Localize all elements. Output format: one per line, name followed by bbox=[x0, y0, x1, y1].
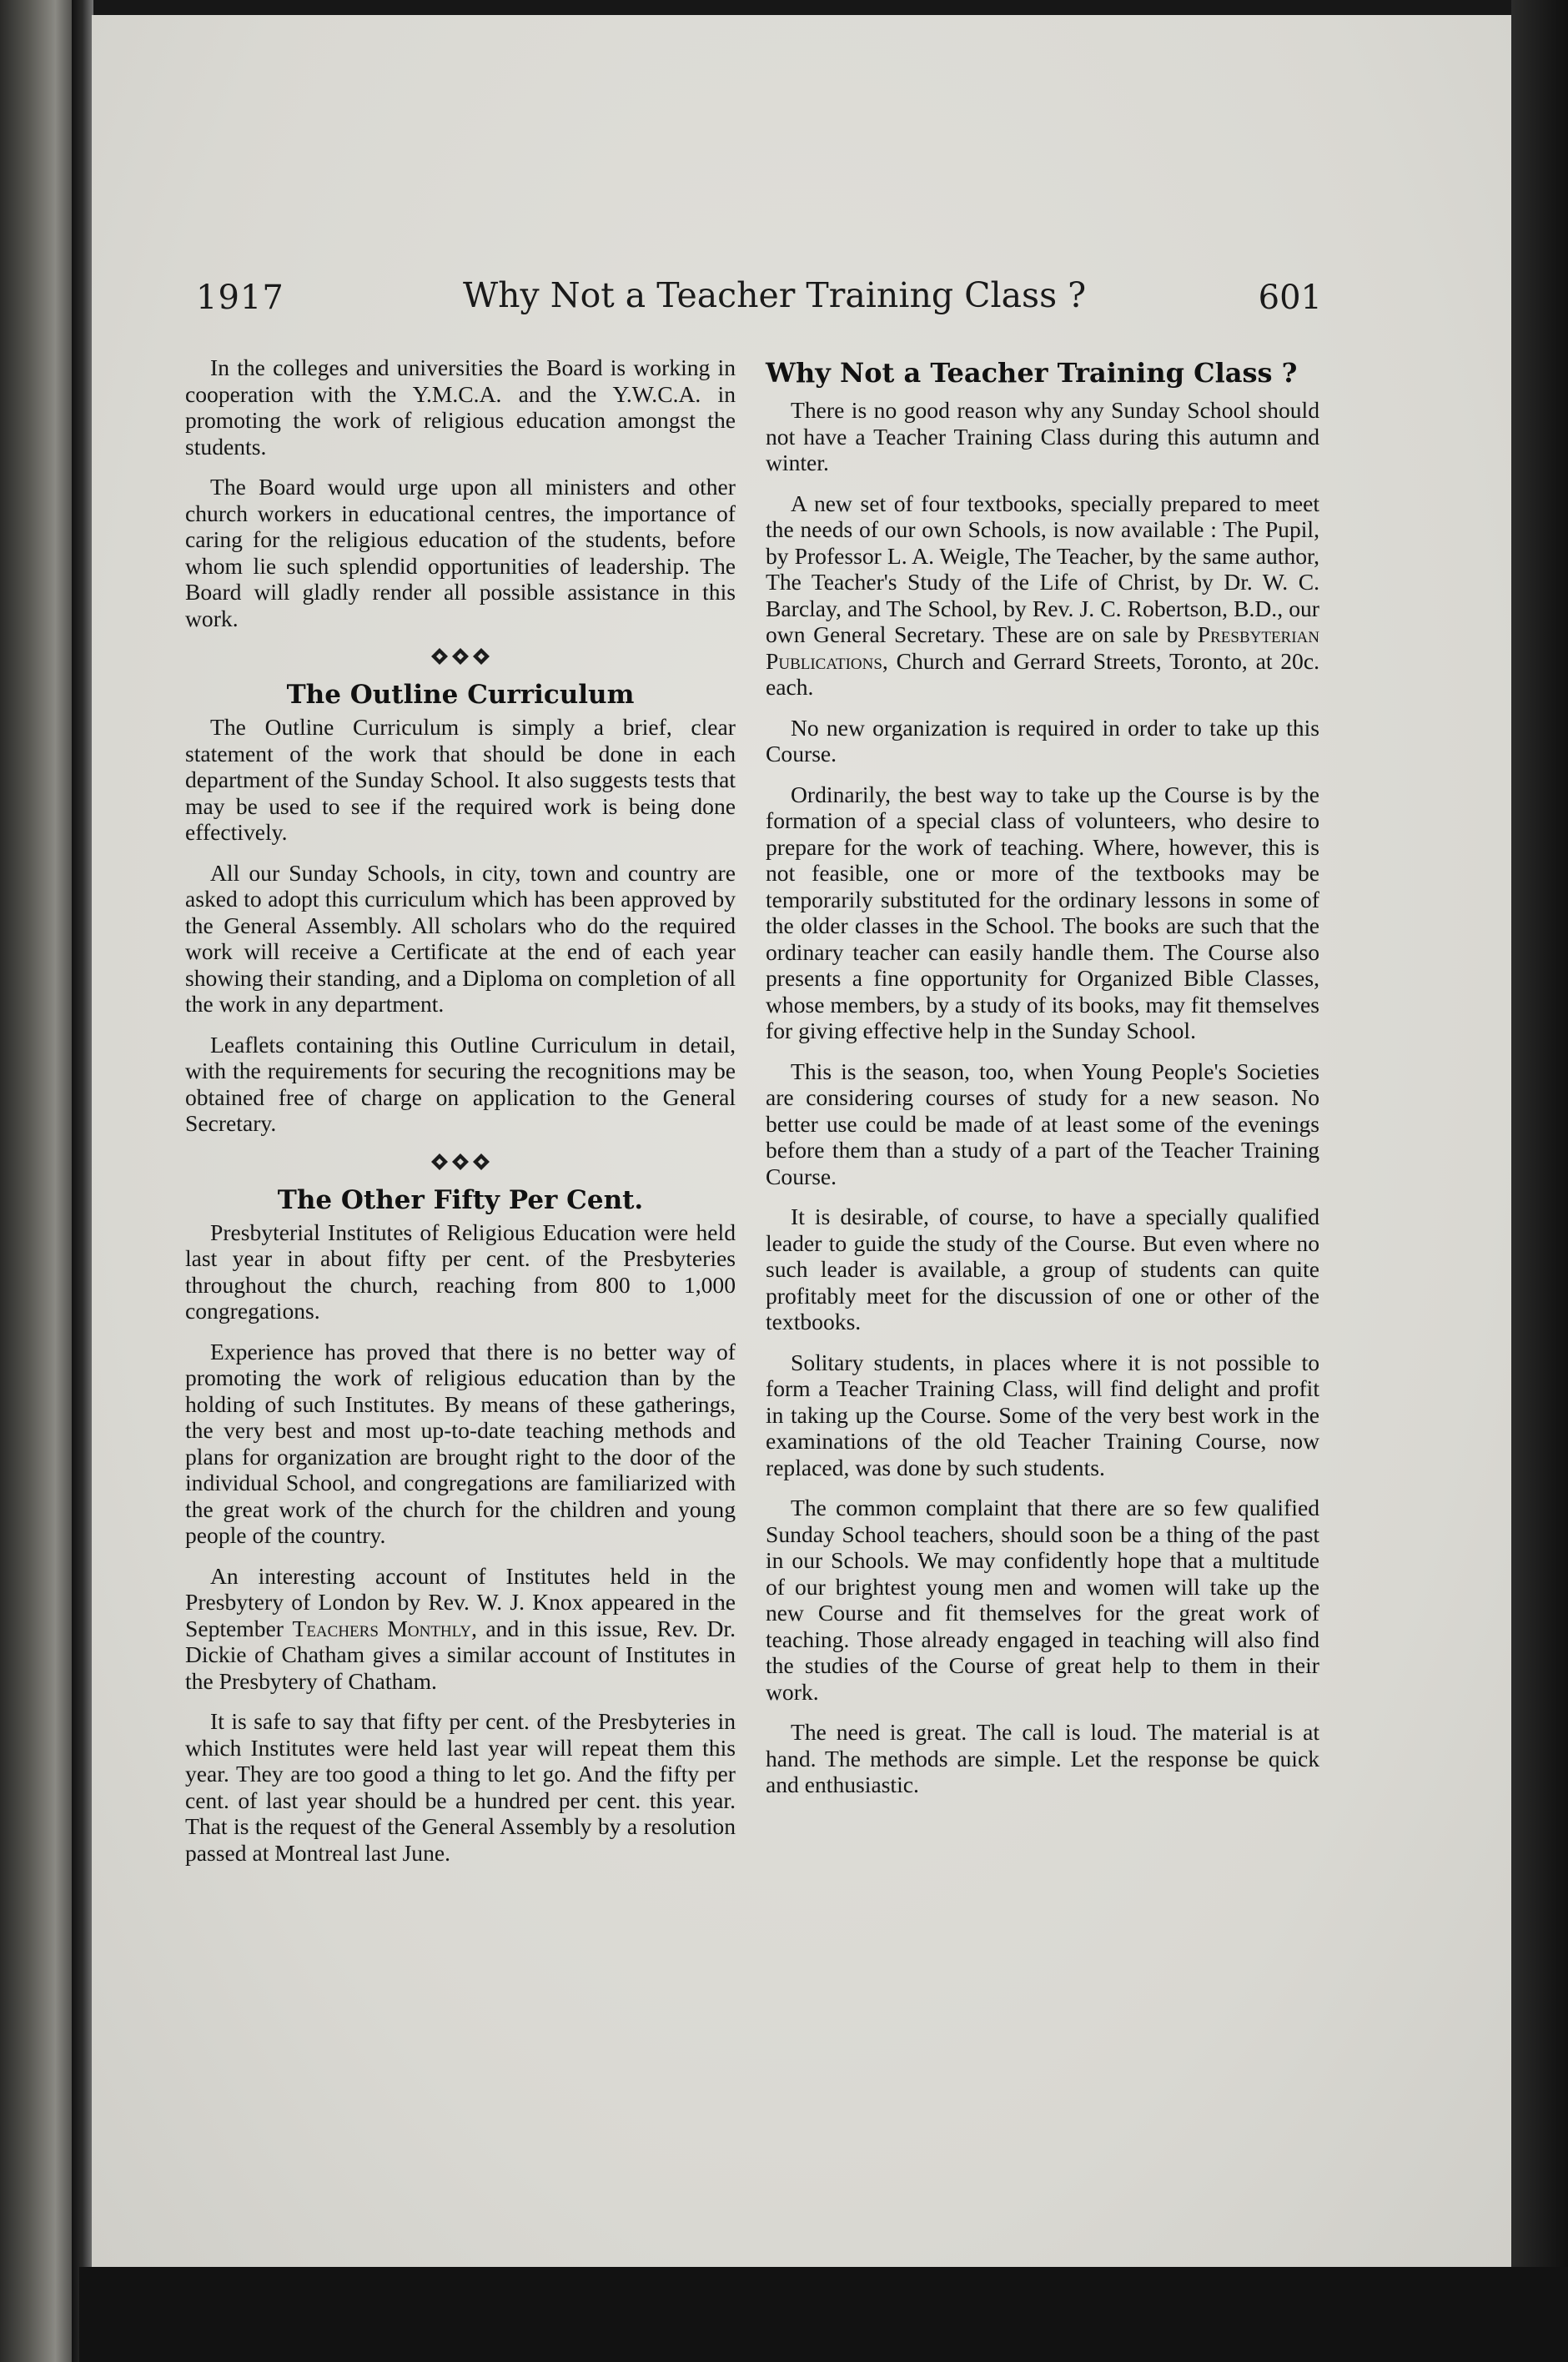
paragraph: Ordinarily, the best way to take up the Course is by the formation of a special class of volunteers, who desire to prepare for the work of teaching. Where, however, this is not feasible, one or more of the textbooks may be temporarily substituted for the ordinary lessons in some of the older classes in the School. The books are such that the ordinary teacher can easily handle them. The Course also presents a fine opportunity for Organized Bible Classes, whose members, by a study of its books, may fit themselves for giving effective help in the Sunday School. bbox=[766, 781, 1319, 1043]
running-header bbox=[196, 275, 1322, 334]
header-title: Why Not a Teacher Training Class ? bbox=[463, 275, 1087, 315]
diamond-ornament-icon bbox=[430, 1152, 491, 1172]
paragraph: The Outline Curriculum is simply a brief, clear statement of the work that should be done in each department of the Sunday School. It also suggests tests that may be used to see if the required work is being done effectively. bbox=[185, 714, 736, 845]
section-divider-ornament bbox=[185, 1151, 736, 1176]
paragraph: It is desirable, of course, to have a specially qualified leader to guide the study of the Course. But even where no such leader is available, a group of students can quite profitably meet for the discussion of one or other of the textbooks. bbox=[766, 1204, 1319, 1334]
publication-name: Teachers Monthly bbox=[292, 1615, 472, 1641]
page-number: 601 bbox=[1258, 279, 1322, 317]
paragraph: There is no good reason why any Sunday School should not have a Teacher Training Class during this autumn and winter. bbox=[766, 397, 1319, 475]
paragraph: Solitary students, in places where it is not possible to form a Teacher Training Class, will find delight and profit in taking up the Course. Some of the very best work in the examinations of the old Teacher Training Course, now replaced, was done by such students. bbox=[766, 1349, 1319, 1480]
paragraph: This is the season, too, when Young People's Societies are considering courses of study for a new season. No better use could be made of at least some of the evenings before them than a study of a part of the Teacher Training Course. bbox=[766, 1058, 1319, 1189]
paragraph-text: A new set of four textbooks, specially prepared to meet the needs of our own Schools, is now available : The Pupil, by Professor L. A. Weigle, The Teacher, by the same author, The Teacher's Study of the Life of Christ, by Dr. W. C. Barclay, and The School, by Rev. J. C. Robertson, B.D., our own General Secretary. These are on sale by bbox=[766, 490, 1319, 647]
paragraph: The need is great. The call is loud. The material is at hand. The methods are simple. Let the response be quick and enthusiastic. bbox=[766, 1719, 1319, 1797]
paragraph bbox=[766, 490, 1319, 701]
right-column bbox=[766, 357, 1319, 1812]
paragraph bbox=[185, 1563, 736, 1695]
header-year: 1917 bbox=[196, 279, 284, 317]
diamond-ornament-icon bbox=[430, 646, 491, 666]
paragraph-text: An interesting account of Institutes held in the Presbytery of London by Rev. W. J. Knox appeared in the September bbox=[185, 1562, 736, 1641]
section-heading: The Outline Curriculum bbox=[286, 680, 635, 710]
article-heading: Why Not a Teacher Training Class ? bbox=[766, 357, 1298, 389]
section-heading: The Other Fifty Per Cent. bbox=[277, 1184, 644, 1215]
paragraph: It is safe to say that fifty per cent. of the Presbyteries in which Institutes were held last year will repeat them this year. They are too good a thing to let go. And the fifty per cent. of last year should be a hundred per cent. this year. That is the request of the General Assembly by a resolution passed at Montreal last June. bbox=[185, 1708, 736, 1866]
paragraph-text: , and in this issue, Rev. Dr. Dickie of Chatham gives a similar account of Institutes in the Presbytery of Chatham. bbox=[185, 1615, 736, 1694]
paragraph: Experience has proved that there is no better way of promoting the work of religious education than by the holding of such Institutes. By means of these gatherings, the very best and most up-to-date teaching methods and plans for organization are brought right to the door of the individual School, and congregations are familiarized with the great work of the church for the children and young people of the country. bbox=[185, 1338, 736, 1548]
paragraph-text: , Church and Gerrard Streets, Toronto, at 20c. each. bbox=[766, 647, 1319, 700]
left-column bbox=[185, 354, 736, 1880]
paragraph: In the colleges and universities the Board is working in cooperation with the Y.M.C.A. and the Y.W.C.A. in promoting the work of religious education amongst the students. bbox=[185, 354, 736, 460]
scan-border-bottom bbox=[79, 2267, 1568, 2362]
paragraph: The common complaint that there are so few qualified Sunday School teachers, should soon be a thing of the past in our Schools. We may confidently hope that a multitude of our brightest young men and women will take up the new Course and fit themselves for the great work of teaching. Those already engaged in teaching will also find the studies of the Course of great help to them in their work. bbox=[766, 1495, 1319, 1705]
section-divider-ornament bbox=[185, 646, 736, 671]
paragraph: The Board would urge upon all ministers and other church workers in educational centres, the importance of caring for the religious education of the students, before whom lie such splendid opportunities of leadership. The Board will gladly render all possible assistance in this work. bbox=[185, 474, 736, 631]
previous-page-edge bbox=[0, 0, 79, 2362]
paragraph: Leaflets containing this Outline Curriculum in detail, with the requirements for securing the recognitions may be obtained free of charge on application to the General Secretary. bbox=[185, 1031, 736, 1136]
scan-border-right bbox=[1511, 0, 1568, 2362]
binding-gutter-shadow bbox=[72, 0, 93, 2362]
paragraph: All our Sunday Schools, in city, town and country are asked to adopt this curriculum which has been approved by the General Assembly. All scholars who do the required work will receive a Certificate at the end of each year showing their standing, and a Diploma on completion of all the work in any department. bbox=[185, 859, 736, 1017]
paragraph: No new organization is required in order to take up this Course. bbox=[766, 714, 1319, 766]
publisher-name: Presbyterian Publications bbox=[766, 621, 1319, 674]
paragraph: Presbyterial Institutes of Religious Education were held last year in about fifty per cent. of the Presbyteries throughout the church, reaching from 800 to 1,000 congregations. bbox=[185, 1219, 736, 1324]
